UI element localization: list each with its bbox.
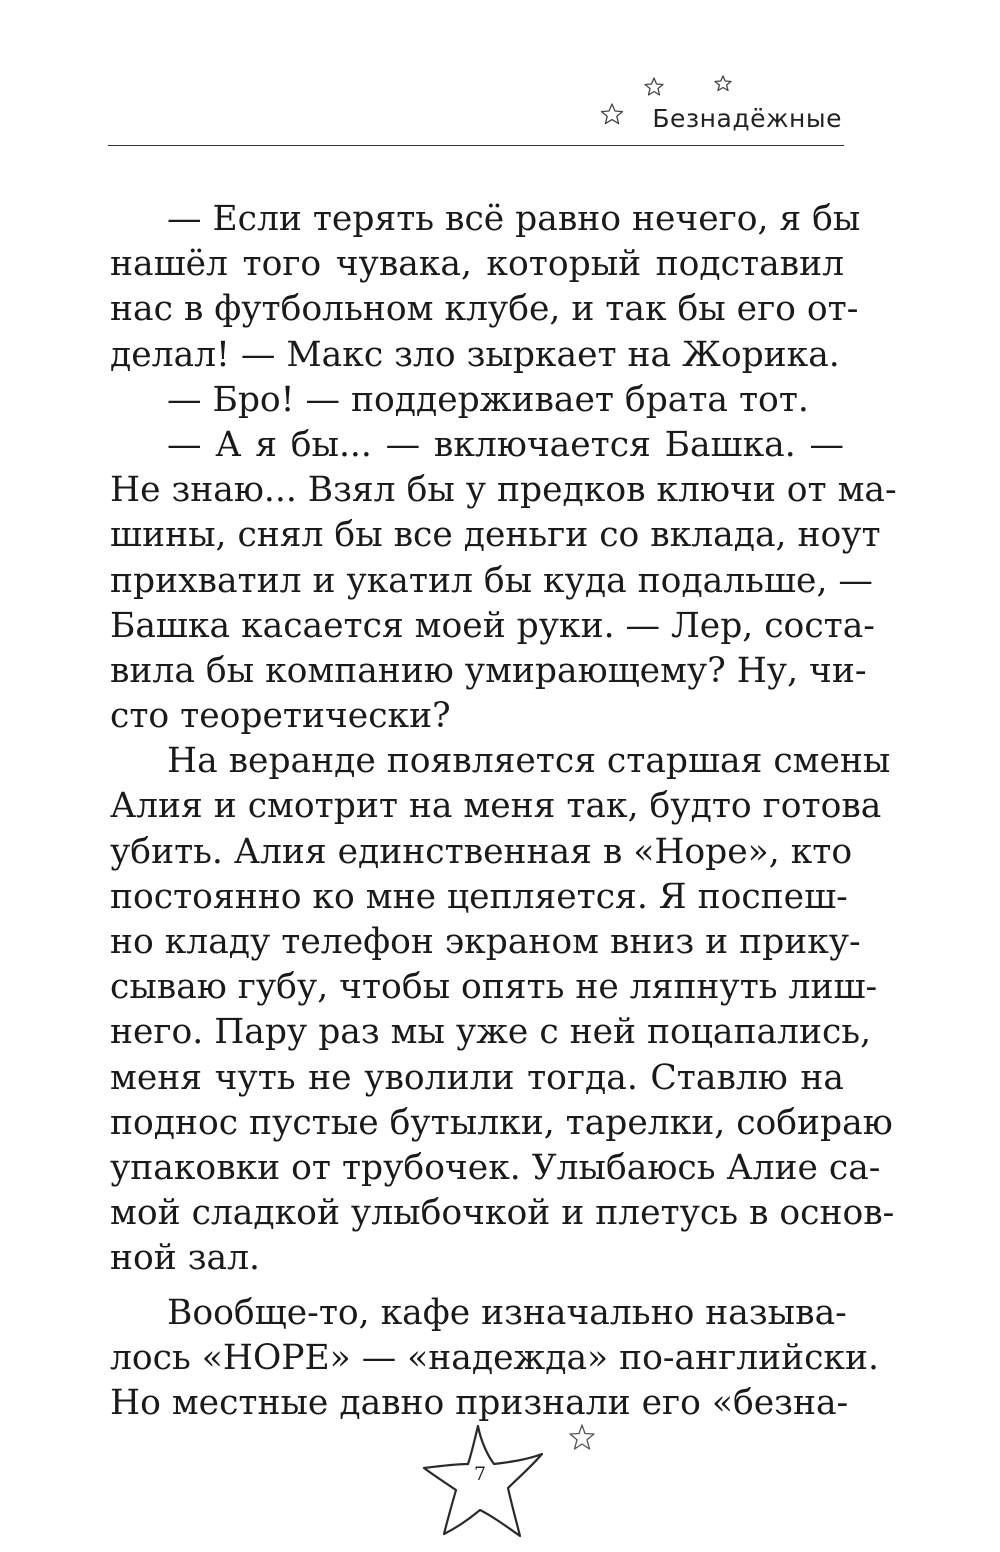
- text-line: но кладу телефон экраном вниз и прику-: [110, 922, 861, 962]
- text-line: убить. Алия единственная в «Норе», кто: [110, 831, 853, 872]
- text-line: На веранде появляется старшая смены: [167, 741, 891, 782]
- text-line: — А я бы... — включается Башка. —: [167, 424, 844, 465]
- text-line: поднос пустые бутылки, тарелки, собираю: [110, 1102, 893, 1143]
- text-line: — Если терять всё равно нечего, я бы: [167, 199, 861, 239]
- text-line: прихватил и укатил бы куда подальше, —: [110, 560, 873, 601]
- page-header: [0, 0, 1000, 160]
- text-line: меня чуть не уволили тогда. Ставлю на: [110, 1057, 844, 1098]
- text-line: нас в футбольном клубе, и так бы его от-: [110, 289, 859, 330]
- text-line: лось «HOPE» — «надежда» по-английски.: [110, 1337, 879, 1378]
- page-number: 7: [473, 1463, 487, 1485]
- text-line: Башка касается моей руки. — Лер, соста-: [110, 605, 875, 646]
- running-title: Безнадёжные: [652, 104, 842, 133]
- text-line: шины, снял бы все деньги со вклада, ноут: [110, 515, 881, 556]
- decorative-star-icon: [565, 1422, 599, 1456]
- text-line: делал! — Макс зло зыркает на Жорика.: [110, 334, 840, 375]
- text-line: сто теоретически?: [110, 696, 451, 737]
- header-divider: [108, 145, 844, 146]
- text-line: него. Пару раз мы уже с ней поцапались,: [110, 1012, 872, 1053]
- text-line: — Бро! — поддерживает брата тот.: [167, 379, 809, 420]
- text-line: Алия и смотрит на меня так, будто готова: [110, 786, 882, 827]
- text-line: вила бы компанию умирающему? Ну, чи-: [110, 650, 867, 691]
- text-line: Но местные давно признали его «безна-: [110, 1382, 849, 1423]
- text-line: мой сладкой улыбочкой и плетусь в основ-: [110, 1193, 895, 1234]
- body-text: [110, 197, 897, 1426]
- text-line: нашёл того чувака, который подставил: [110, 244, 844, 285]
- text-line: Вообще-то, кафе изначально называ-: [167, 1292, 847, 1333]
- text-line: ной зал.: [110, 1238, 260, 1279]
- text-line: постоянно ко мне цепляется. Я поспеш-: [110, 876, 848, 917]
- text-line: сываю губу, чтобы опять не ляпнуть лиш-: [110, 967, 878, 1008]
- text-line: Не знаю... Взял бы у предков ключи от ма-: [110, 470, 897, 511]
- text-line: упаковки от трубочек. Улыбаюсь Алие са-: [110, 1147, 881, 1188]
